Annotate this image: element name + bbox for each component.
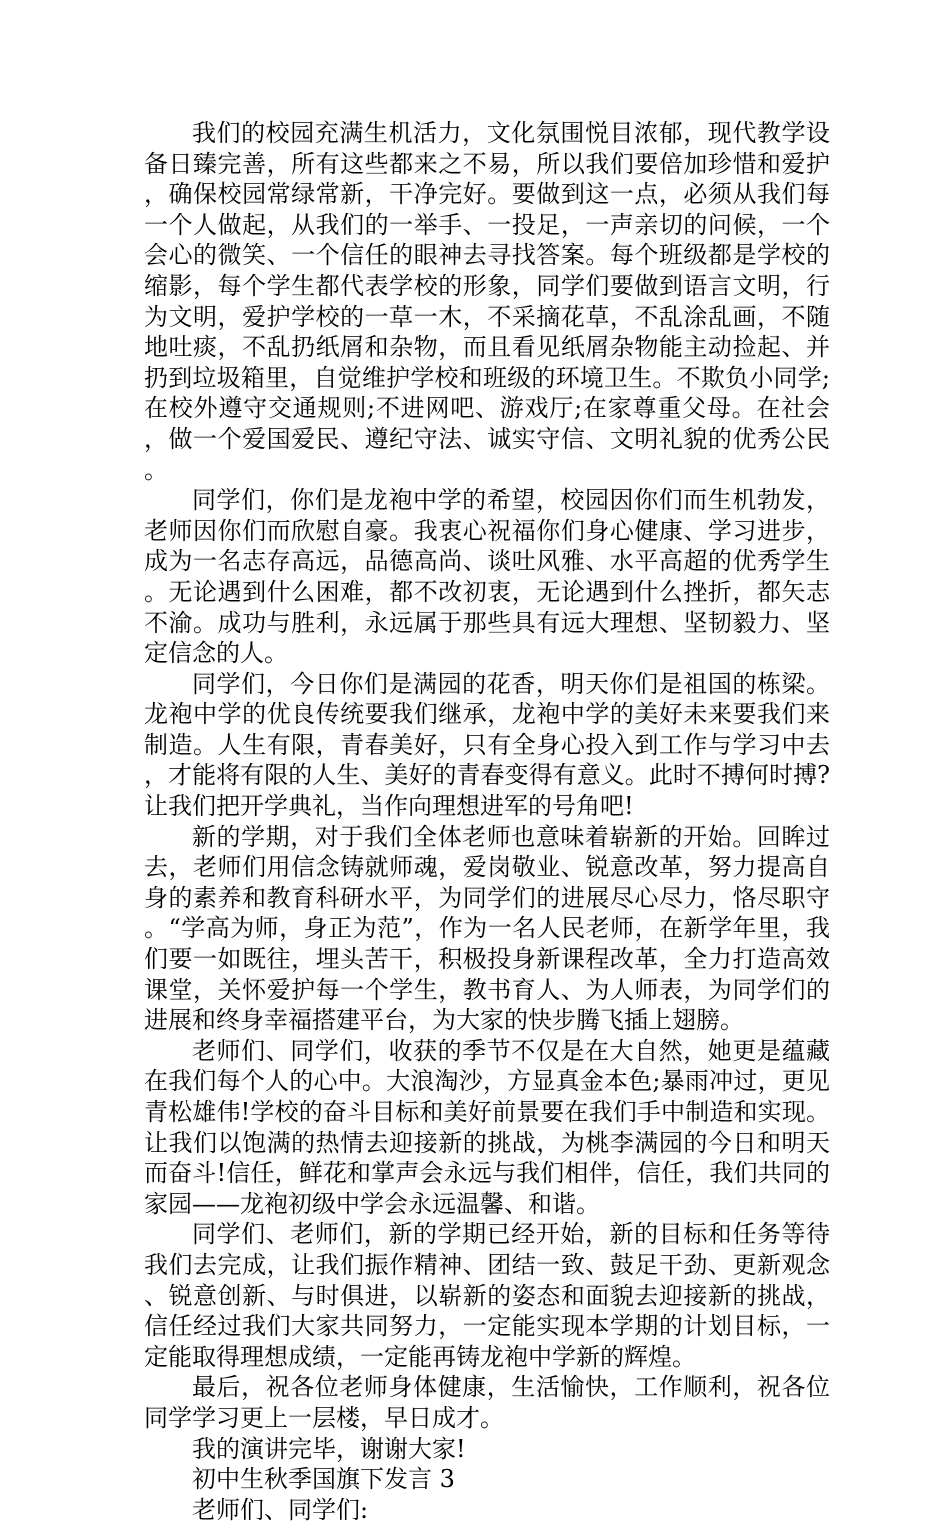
paragraph: 同学们，今日你们是满园的花香，明天你们是祖国的栋梁。龙袍中学的优良传统要我们继承，龙袍中学的美好未来要我们来制造。人生有限，青春美好，只有全身心投入到工作与学习中去，才能将有限的人生、美好的青春变得有意义。此时不搏何时搏?让我们把开学典礼，当作向理想进军的号角吧! [144,669,830,821]
section-title: 初中生秋季国旗下发言 3 [192,1465,455,1494]
closing-line: 我的演讲完毕，谢谢大家! [192,1434,466,1463]
paragraph: 同学们、老师们，新的学期已经开始，新的目标和任务等待我们去完成，让我们振作精神、团结一致、鼓足干劲、更新观念、锐意创新、与时俱进，以崭新的姿态和面貌去迎接新的挑战，信任经过我们大家共同努力，一定能实现本学期的计划目标，一定能取得理想成绩，一定能再铸龙袍中学新的辉煌。 [144,1220,830,1371]
paragraph: 老师们、同学们，收获的季节不仅是在大自然，她更是蕴藏在我们每个人的心中。大浪淘沙，方显真金本色;暴雨冲过，更见青松雄伟!学校的奋斗目标和美好前景要在我们手中制造和实现。让我们以饱满的热情去迎接新的挑战，为桃李满园的今日和明天而奋斗!信任，鲜花和掌声会永远与我们相伴，信任，我们共同的家园——龙袍初级中学会永远温馨、和谐。 [144,1036,830,1218]
paragraph: 新的学期，对于我们全体老师也意味着崭新的开始。回眸过去，老师们用信念铸就师魂，爱岗敬业、锐意改革，努力提高自身的素养和教育科研水平，为同学们的进展尽心尽力，恪尽职守。“学高为师，身正为范”，作为一名人民老师，在新学年里，我们要一如既往，埋头苦干，积极投身新课程改革，全力打造高效课堂，关怀爱护每一个学生，教书育人、为人师表，为同学们的进展和终身幸福搭建平台，为大家的快步腾飞插上翅膀。 [144,822,830,1035]
salutation: 老师们、同学们: [192,1495,369,1524]
paragraph: 我们的校园充满生机活力，文化氛围悦目浓郁，现代教学设备日臻完善，所有这些都来之不易，所以我们要倍加珍惜和爱护，确保校园常绿常新，干净完好。要做到这一点，必须从我们每一个人做起，从我们的一举手、一投足，一声亲切的问候，一个会心的微笑、一个信任的眼神去寻找答案。每个班级都是学校的缩影，每个学生都代表学校的形象，同学们要做到语言文明，行为文明，爱护学校的一草一木，不采摘花草，不乱涂乱画，不随地吐痰，不乱扔纸屑和杂物，而且看见纸屑杂物能主动捡起、并扔到垃圾箱里，自觉维护学校和班级的环境卫生。不欺负小同学;在校外遵守交通规则;不进网吧、游戏厅;在家尊重父母。在社会，做一个爱国爱民、遵纪守法、诚实守信、文明礼貌的优秀公民。 [144,119,830,484]
paragraph: 同学们，你们是龙袍中学的希望，校园因你们而生机勃发，老师因你们而欣慰自豪。我衷心祝福你们身心健康、学习进步，成为一名志存高远，品德高尚、谈吐风雅、水平高超的优秀学生。无论遇到什么困难，都不改初衷，无论遇到什么挫折，都矢志不渝。成功与胜利，永远属于那些具有远大理想、坚韧毅力、坚定信念的人。 [144,486,830,668]
paragraph: 最后，祝各位老师身体健康，生活愉快，工作顺利，祝各位同学学习更上一层楼，早日成才。 [144,1373,830,1432]
document-body [144,118,830,1525]
